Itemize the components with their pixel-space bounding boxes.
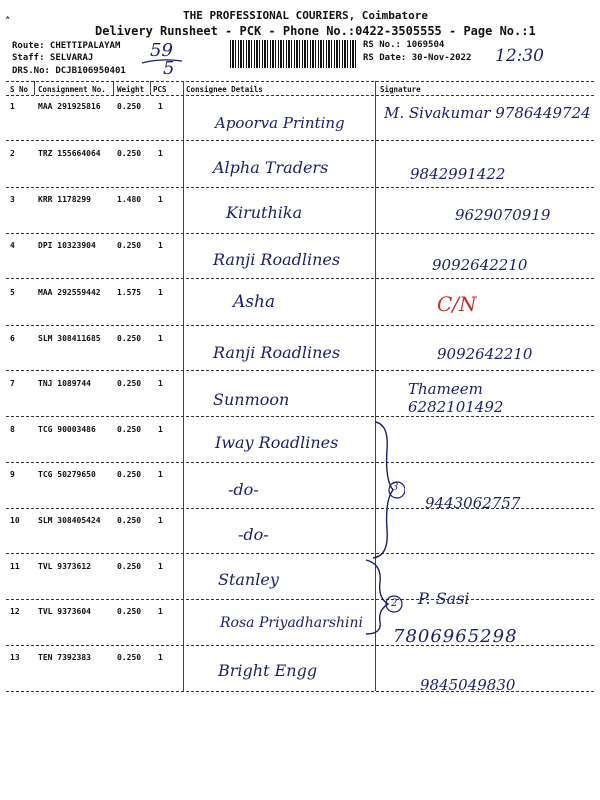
row-consignment: TCG 50279650 bbox=[38, 470, 96, 479]
row-consignment: TEN 7392383 bbox=[38, 653, 91, 662]
handwritten-divider bbox=[140, 58, 184, 66]
row-consignment: TVL 9373612 bbox=[38, 562, 91, 571]
row-rule bbox=[6, 140, 594, 141]
handwritten-count-top: 59 bbox=[150, 40, 173, 61]
row-consignee: Ranji Roadlines bbox=[213, 250, 341, 269]
row-consignee: Iway Roadlines bbox=[215, 433, 339, 452]
row-weight: 0.250 bbox=[117, 516, 142, 525]
row-signature: C/N bbox=[437, 292, 477, 316]
drs-label: DRS.No: DCJB106950401 bbox=[12, 66, 126, 76]
row-rule bbox=[6, 553, 594, 554]
row-rule bbox=[6, 370, 594, 371]
row-pcs: 1 bbox=[158, 241, 163, 250]
brace-count-rows-8-10: 3 bbox=[392, 482, 399, 493]
col-divider bbox=[150, 81, 151, 95]
row-pcs: 1 bbox=[158, 607, 163, 616]
row-consignee: Rosa Priyadharshini bbox=[220, 615, 363, 631]
row-weight: 0.250 bbox=[117, 149, 142, 158]
row-consignment: TVL 9373604 bbox=[38, 607, 91, 616]
row-consignment: SLM 308405424 bbox=[38, 516, 101, 525]
table-top-rule bbox=[6, 81, 594, 82]
staff-label: Staff: SELVARAJ bbox=[12, 53, 94, 63]
row-sno: 12 bbox=[10, 607, 20, 616]
row-signature: 9842991422 bbox=[410, 165, 506, 183]
brace-mark-rows-11-12 bbox=[360, 558, 404, 636]
row-signature: 7806965298 bbox=[393, 626, 518, 647]
row-sno: 5 bbox=[10, 288, 15, 297]
brace-mark-rows-8-10 bbox=[365, 420, 405, 560]
rs-date: RS Date: 30-Nov-2022 bbox=[363, 53, 472, 63]
barcode bbox=[230, 40, 356, 68]
row-weight: 0.250 bbox=[117, 241, 142, 250]
row-signature: 9443062757 bbox=[425, 494, 521, 512]
company-title: THE PROFESSIONAL COURIERS, Coimbatore bbox=[183, 9, 429, 22]
row-signature: 9092642210 bbox=[432, 256, 528, 274]
col-divider bbox=[34, 81, 35, 95]
col-divider bbox=[113, 81, 114, 95]
row-weight: 0.250 bbox=[117, 425, 142, 434]
row-rule bbox=[6, 645, 594, 646]
row-weight: 1.575 bbox=[117, 288, 142, 297]
row-consignee: Asha bbox=[233, 292, 276, 312]
row-sno: 2 bbox=[10, 149, 15, 158]
row-sno: 8 bbox=[10, 425, 15, 434]
row-rule bbox=[6, 599, 594, 600]
col-weight: Weight bbox=[117, 85, 145, 94]
row-pcs: 1 bbox=[158, 562, 163, 571]
row-sno: 1 bbox=[10, 102, 15, 111]
handwritten-time: 12:30 bbox=[495, 46, 544, 66]
row-consignment: TRZ 155664064 bbox=[38, 149, 101, 158]
row-pcs: 1 bbox=[158, 653, 163, 662]
row-consignee: Sunmoon bbox=[213, 390, 290, 409]
row-weight: 0.250 bbox=[117, 607, 142, 616]
route-label: Route: CHETTIPALAYAM bbox=[12, 41, 121, 51]
row-pcs: 1 bbox=[158, 516, 163, 525]
row-consignee: Bright Engg bbox=[218, 661, 318, 680]
row-consignment: MAA 291925816 bbox=[38, 102, 101, 111]
row-rule bbox=[6, 278, 594, 279]
row-pcs: 1 bbox=[158, 334, 163, 343]
row-pcs: 1 bbox=[158, 288, 163, 297]
row-sno: 4 bbox=[10, 241, 15, 250]
row-pcs: 1 bbox=[158, 379, 163, 388]
row-rule bbox=[6, 325, 594, 326]
header-rule bbox=[6, 95, 594, 96]
row-consignee: Apoorva Printing bbox=[215, 114, 345, 132]
row-weight: 0.250 bbox=[117, 470, 142, 479]
col-signature: Signature bbox=[380, 85, 421, 94]
row-pcs: 1 bbox=[158, 102, 163, 111]
runsheet-title: Delivery Runsheet - PCK - Phone No.:0422-3505555 - Page No.:1 bbox=[95, 24, 536, 38]
row-sno: 7 bbox=[10, 379, 15, 388]
row-consignee: Ranji Roadlines bbox=[213, 343, 341, 362]
rs-number: RS No.: 1069504 bbox=[363, 40, 445, 50]
row-consignee: Kiruthika bbox=[226, 203, 303, 222]
col-consignee: Consignee Details bbox=[186, 85, 263, 94]
row-consignment: DPI 10323904 bbox=[38, 241, 96, 250]
row-consignee: -do- bbox=[238, 525, 269, 544]
row-weight: 0.250 bbox=[117, 562, 142, 571]
row-sno: 6 bbox=[10, 334, 15, 343]
row-sno: 11 bbox=[10, 562, 20, 571]
row-consignee: Alpha Traders bbox=[213, 158, 329, 177]
row-weight: 0.250 bbox=[117, 379, 142, 388]
row-pcs: 1 bbox=[158, 195, 163, 204]
row-sno: 13 bbox=[10, 653, 20, 662]
row-pcs: 1 bbox=[158, 149, 163, 158]
row-consignee: -do- bbox=[228, 480, 259, 499]
row-signature: P. Sasi bbox=[418, 589, 470, 608]
cursor-mark-icon: ‸ bbox=[6, 8, 10, 19]
col-pcs: PCS bbox=[153, 85, 167, 94]
row-weight: 0.250 bbox=[117, 653, 142, 662]
row-pcs: 1 bbox=[158, 425, 163, 434]
row-consignment: TNJ 1089744 bbox=[38, 379, 91, 388]
row-weight: 0.250 bbox=[117, 334, 142, 343]
row-sno: 3 bbox=[10, 195, 15, 204]
row-rule bbox=[6, 416, 594, 417]
row-consignment: MAA 292559442 bbox=[38, 288, 101, 297]
col-sno: S No bbox=[10, 85, 29, 94]
brace-count-rows-11-12: 2 bbox=[391, 598, 398, 609]
row-consignment: SLM 308411685 bbox=[38, 334, 101, 343]
row-signature: Thameem 6282101492 bbox=[408, 380, 504, 416]
row-rule bbox=[6, 691, 594, 692]
handwritten-count-bottom: 5 bbox=[163, 58, 175, 79]
row-consignment: TCG 90003486 bbox=[38, 425, 96, 434]
row-consignee: Stanley bbox=[218, 570, 279, 589]
row-weight: 0.250 bbox=[117, 102, 142, 111]
row-signature: 9845049830 bbox=[420, 676, 516, 694]
row-weight: 1.480 bbox=[117, 195, 142, 204]
row-signature: 9092642210 bbox=[437, 345, 533, 363]
row-sno: 10 bbox=[10, 516, 20, 525]
row-signature: M. Sivakumar 9786449724 bbox=[384, 104, 591, 122]
row-rule bbox=[6, 233, 594, 234]
row-rule bbox=[6, 462, 594, 463]
row-sno: 9 bbox=[10, 470, 15, 479]
row-consignment: KRR 1178299 bbox=[38, 195, 91, 204]
row-rule bbox=[6, 508, 594, 509]
row-rule bbox=[6, 187, 594, 188]
col-consignment: Consignment No. bbox=[38, 85, 106, 94]
row-pcs: 1 bbox=[158, 470, 163, 479]
row-signature: 9629070919 bbox=[455, 206, 551, 224]
